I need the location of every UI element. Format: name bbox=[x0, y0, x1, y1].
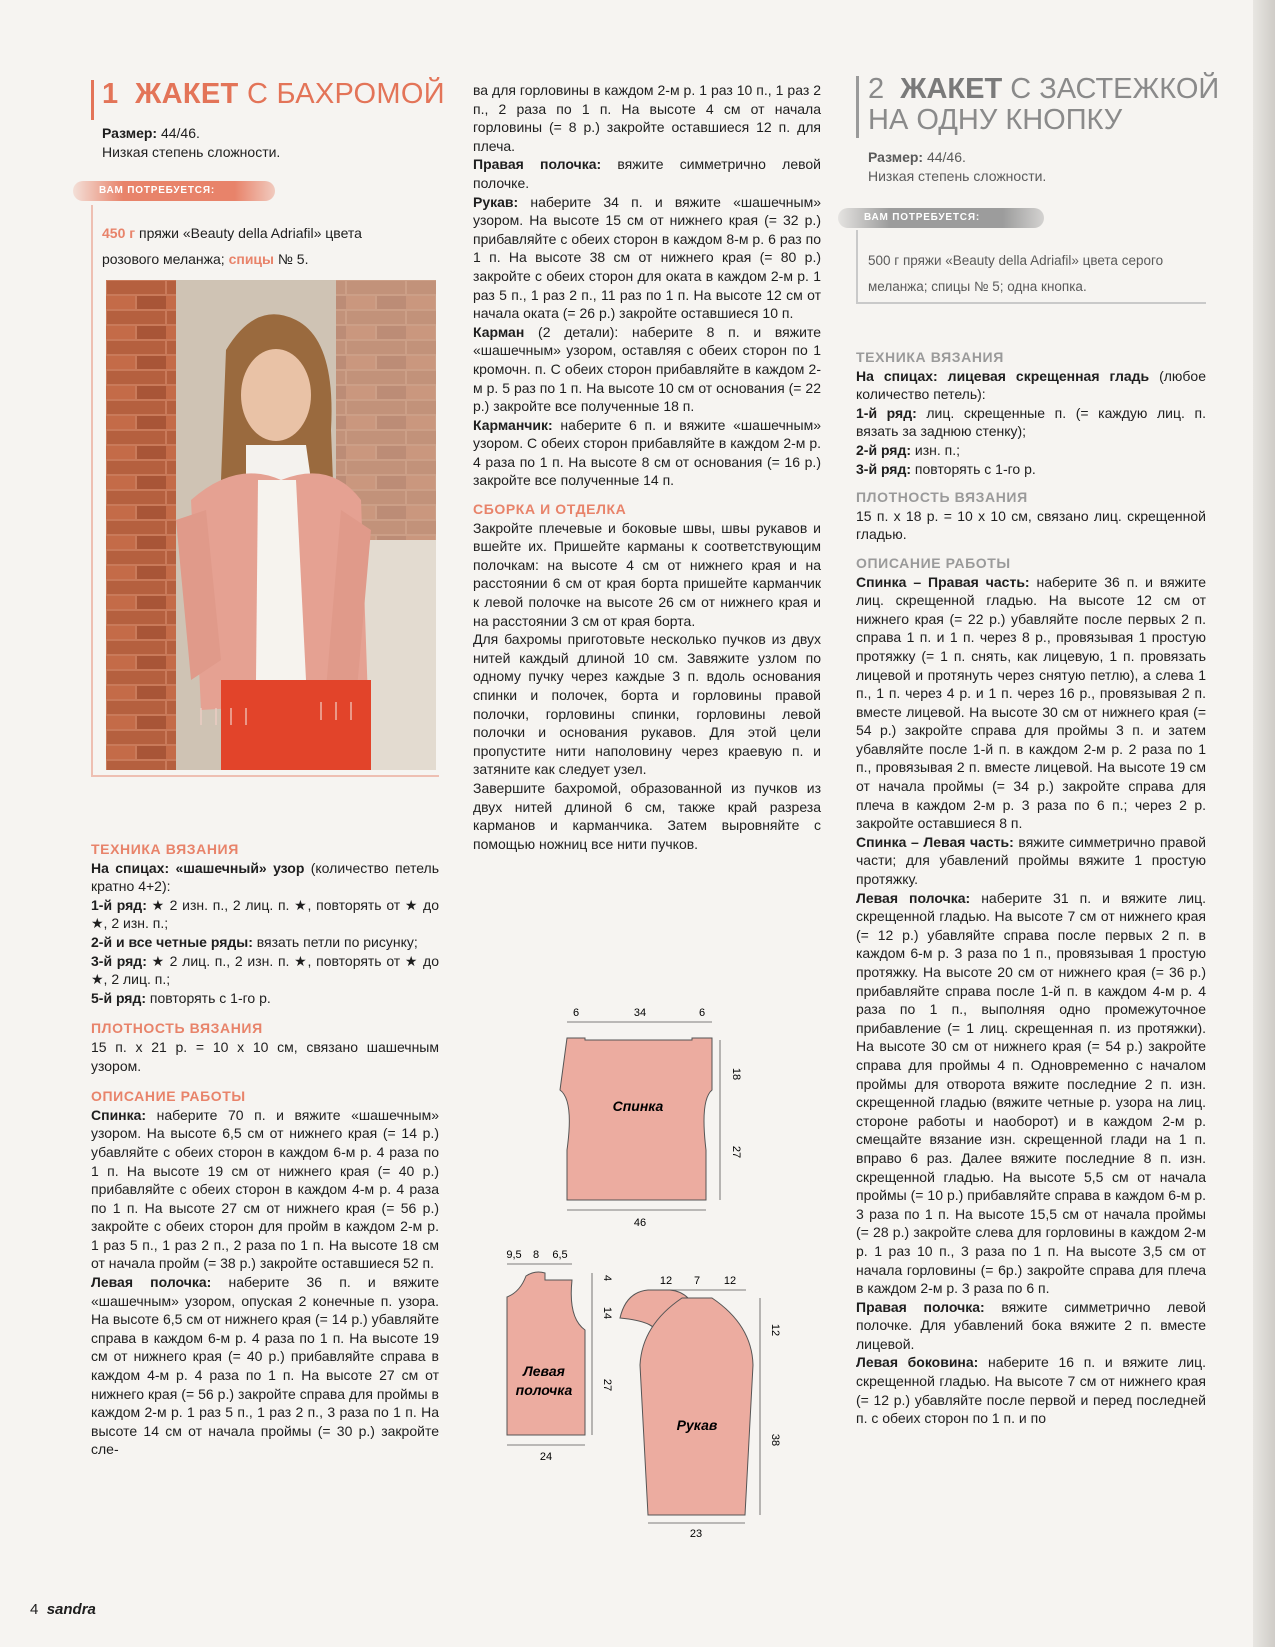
work-paragraph: Спинка – Правая часть: наберите 36 п. и вяжите лиц. скрещенной гладью. На высоте 12 см от нижнего края (= 22 р.) убавляйте после первых 2 п. справа 1 п. и 1 п. через 8 р., провязывая 1 простую протяжку (= 1 п. снять, как лицевую, 1 п. провязать лицевой и протянуть через снятую петлю), а слева 1 п., 1 п. через 4 р. и 1 п. через 16 р., провязывая 2 п. вместе лицевой. На высоте 30 см от нижнего края (= 54 р.) закройте справа для проймы 3 п. и затем убавляйте после 1-й п. в каждом 2-м р. 2 раза по 1 п., провязывая 2 п. вместе лицевой. На высоте 19 см от начала проймы (= 34 р.) закройте справа для плеча в каждом 2-м р. 3 раза по 6 п.; через 2 р. закройте оставшиеся 8 п. bbox=[856, 573, 1206, 832]
assembly-paragraph: Для бахромы приготовьте несколько пучков из двух нитей каждый длиной 10 см. Завяжите узлом по одному пучку через каждые 3 п. вдоль основания спинки и полочек, борта и горловины правой полочки, горловины спинки, горловины левой полочки и основания рукавов. Для этой цели пропустите нити наполовину через краевую п. и затяните как следует узел. bbox=[473, 631, 821, 778]
work-paragraph: Рукав: наберите 34 п. и вяжите «шашечным» узором. На высоте 15 см от нижнего края (= 32 р.) прибавляйте с обеих сторон в каждом 8-м р. 6 раз по 1 п. На высоте 38 см от нижнего края (= 80 р.) закройте с обеих сторон для оката в каждом 2-м р. 1 раз 5 п., 1 раз 2 п., 11 раз по 1 п. На высоте 12 см от начала оката (= 26 р.) закройте оставшиеся 10 п. bbox=[473, 193, 821, 322]
article1-needs: 450 г пряжи «Beauty della Adriafil» цвета розового меланжа; спицы № 5. bbox=[102, 225, 362, 267]
pattern-diagrams bbox=[490, 1000, 820, 1540]
article2-title: 2 ЖАКЕТ С ЗАСТЕЖКОЙ НА ОДНУ КНОПКУ bbox=[868, 73, 1220, 136]
back-dim-top-right: 6 bbox=[698, 1007, 706, 1019]
work-paragraph: ва для горловины в каждом 2-м р. 1 раз 10 п., 1 раз 2 п., 2 раза по 1 п. На высоте 4 см от начала горловины (= 8 р.) закройте оставшиеся 12 п. для плеча. bbox=[473, 82, 821, 154]
work-paragraph: Спинка: наберите 70 п. и вяжите «шашечным» узором. На высоте 6,5 см от нижнего края (= 14 р.) убавляйте с обеих сторон в каждом 6-м р. 4 раза по 1 п. На высоте 19 см от нижнего края (= 40 р.) прибавляйте с обеих сторон в каждом 4-м р. 4 раза по 1 п. На высоте 27 см от нижнего края (= 56 р.) закройте с обеих сторон для пройм в каждом 2-м р. 1 раз 5 п., 1 раз 2 п., 2 раза по 1 п. На высоте 18 см от начала пройм (= 38 р.) закройте оставшиеся 52 п. bbox=[91, 1106, 439, 1272]
technique-heading-2: ТЕХНИКА ВЯЗАНИЯ bbox=[856, 349, 1004, 365]
model-photo bbox=[106, 280, 436, 770]
sleeve-dim-right-a: 12 bbox=[769, 1323, 781, 1337]
magazine-name: sandra bbox=[46, 1601, 96, 1618]
back-dim-top-left: 6 bbox=[572, 1007, 580, 1019]
sleeve-dim-top-b: 7 bbox=[693, 1275, 701, 1287]
sleeve-label: Рукав bbox=[676, 1417, 718, 1433]
sleeve-dim-top-a: 12 bbox=[659, 1275, 673, 1287]
density-heading-2: ПЛОТНОСТЬ ВЯЗАНИЯ bbox=[856, 489, 1028, 506]
technique-heading: ТЕХНИКА ВЯЗАНИЯ bbox=[91, 841, 239, 857]
technique-line: 3-й ряд: ★ 2 лиц. п., 2 изн. п. ★, повторять от ★ до ★, 2 лиц. п.; bbox=[91, 952, 439, 988]
needs-badge-2: ВАМ ПОТРЕБУЕТСЯ: bbox=[838, 208, 1044, 228]
density-heading: ПЛОТНОСТЬ ВЯЗАНИЯ bbox=[91, 1020, 263, 1037]
front-pattern bbox=[506, 1249, 613, 1463]
work-paragraph: Карман (2 детали): наберите 8 п. и вяжите «шашечным» узором, оставляя с обеих сторон по 1 кромочн. п. С обеих сторон прибавляйте в каждом 2-м р. 5 раз по 1 п. На высоте 10 см от основания (= 22 р.) закройте все полученные 18 п. bbox=[473, 323, 821, 415]
article1-size: Размер: 44/46. Низкая степень сложности. bbox=[102, 125, 281, 160]
back-dim-right-bottom: 27 bbox=[730, 1145, 742, 1159]
page-edge-shadow bbox=[1253, 0, 1275, 1647]
front-dim-right-a: 4 bbox=[601, 1274, 613, 1282]
needs-accent-bar bbox=[91, 205, 93, 775]
work-paragraph: Правая полочка: вяжите симметрично левой полочке. bbox=[473, 156, 821, 191]
front-dim-top-b: 8 bbox=[532, 1249, 540, 1261]
needs-badge: ВАМ ПОТРЕБУЕТСЯ: bbox=[73, 181, 275, 201]
technique-line: 1-й ряд: ★ 2 изн. п., 2 лиц. п. ★, повторять от ★ до ★, 2 изн. п.; bbox=[91, 896, 439, 932]
sleeve-dim-bottom: 23 bbox=[689, 1528, 703, 1540]
front-label-2: полочка bbox=[515, 1382, 573, 1398]
title-accent-bar bbox=[91, 80, 94, 120]
back-dim-top-mid: 34 bbox=[633, 1007, 647, 1019]
density-text: 15 п. x 21 р. = 10 x 10 см, связано шашечным узором. bbox=[91, 1038, 439, 1074]
photo-bottom-rule bbox=[91, 775, 439, 777]
technique-line: На спицах: лицевая скрещенная гладь (любое количество петель): bbox=[856, 367, 1207, 403]
page-footer bbox=[30, 1601, 96, 1618]
sleeve-dim-right-b: 38 bbox=[769, 1433, 781, 1447]
sleeve-pattern bbox=[620, 1275, 781, 1540]
work-heading-2: ОПИСАНИЕ РАБОТЫ bbox=[856, 554, 1011, 571]
column-2 bbox=[473, 81, 821, 853]
work-paragraph: Спинка – Левая часть: вяжите симметрично правой части; для убавлений проймы вяжите 1 простую протяжку. bbox=[856, 833, 1206, 888]
column-3 bbox=[856, 348, 1206, 1428]
work-paragraph: Карманчик: наберите 6 п. и вяжите «шашечным» узором. С обеих сторон прибавляйте в каждом 2-м р. 4 раза по 1 п. На высоте 8 см от основания (= 16 р.) закройте все полученные 14 п. bbox=[473, 416, 821, 489]
front-dim-right-b: 14 bbox=[601, 1306, 613, 1320]
front-dim-right-c: 27 bbox=[601, 1378, 613, 1392]
needs2-accent-bar bbox=[856, 230, 858, 302]
page-number: 4 bbox=[30, 1601, 39, 1618]
article2-needs: 500 г пряжи «Beauty della Adriafil» цвета серого меланжа; спицы № 5; одна кнопка. bbox=[868, 253, 1164, 294]
technique-line: 1-й ряд: лиц. скрещенные п. (= каждую лиц. п. вязать за заднюю стенку); bbox=[856, 404, 1206, 440]
assembly-paragraph: Закройте плечевые и боковые швы, швы рукавов и вшейте их. Пришейте карманы к соответствующим полочкам: на высоте 4 см от нижнего края и на расстоянии 6 см от края борта пришейте карманчик к левой полочке на высоте 26 см от нижнего края и на расстоянии 3 см от края борта. bbox=[473, 519, 821, 629]
needs2-rule bbox=[856, 302, 1206, 304]
work-paragraph: Правая полочка: вяжите симметрично левой полочке. Для убавлений бока вяжите 2 п. вместе лицевой. bbox=[856, 1298, 1206, 1352]
article2-size: Размер: 44/46. Низкая степень сложности. bbox=[868, 149, 1047, 184]
technique-line: 5-й ряд: повторять с 1-го р. bbox=[91, 989, 271, 1006]
work-paragraph: Левая полочка: наберите 31 п. и вяжите лиц. скрещенной гладью. На высоте 7 см от нижнего края (= 12 р.) убавляйте справа после первых 2 п. в каждом 6-м р. 3 раза по 1 п., провязывая 1 простую протяжку. На высоте 20 см от нижнего края (= 36 р.) прибавляйте справа после 1-й п. в каждом 4-м р. 4 раза по 1 п., выполняя одно промежуточное прибавление (= 1 лиц. скрещенная п. из протяжки). На высоте 30 см от нижнего края (= 54 р.) закройте справа для проймы 4 п. Одновременно с началом проймы для отворота вяжите последние 2 п. изн. скрещенной гладью (вяжите четные р. узора на лиц. стороне работы и наоборот) и в каждом 2-м р. смещайте вязание изн. скрещенной глади на 1 п. вправо 6 раз. Далее вяжите последние 8 п. изн. скрещенной гладью. На высоте 5,5 см от начала проймы (= 10 р.) прибавляйте справа в каждом 6-м р. 3 раза по 1 п. На высоте 15,5 см от начала проймы (= 28 р.) закройте слева для горловины в каждом 2-м р. 1 раз 10 п., 3 раза по 1 п. На высоте 3,5 см от начала горловины (= 6р.) закройте справа для плеча в каждом 2-м р. 3 раза по 6 п. bbox=[856, 889, 1207, 1297]
work-heading: ОПИСАНИЕ РАБОТЫ bbox=[91, 1088, 246, 1105]
back-label: Спинка bbox=[612, 1098, 664, 1114]
front-dim-bottom: 24 bbox=[539, 1451, 553, 1463]
article1-title: 1 ЖАКЕТ С БАХРОМОЙ bbox=[102, 78, 445, 110]
front-dim-top-c: 6,5 bbox=[552, 1249, 568, 1261]
work-paragraph: Левая полочка: наберите 36 п. и вяжите «шашечным» узором, опуская 2 конечные п. узора. На высоте 6,5 см от нижнего края (= 14 р.) убавляйте справа в каждом 6-м р. 4 раза по 1 п. На высоте 19 см от нижнего края (= 40 р.) прибавляйте справа в каждом 4-м р. 4 раза по 1 п. На высоте 27 см от нижнего края (= 56 р.) закройте справа для проймы в каждом 2-м р. 1 раз 5 п., 1 раз 2 п., 3 раза по 1 п. На высоте 14 см от начала проймы (= 30 р.) закройте сле- bbox=[91, 1274, 439, 1458]
technique-line: 2-й ряд: изн. п.; bbox=[856, 441, 961, 458]
title2-accent-bar bbox=[856, 76, 859, 138]
front-dim-top-a: 9,5 bbox=[506, 1249, 522, 1261]
density-text-2: 15 п. x 18 р. = 10 x 10 см, связано лиц. скрещенной гладью. bbox=[856, 507, 1206, 543]
column-1 bbox=[91, 840, 439, 1459]
work-paragraph: Левая боковина: наберите 16 п. и вяжите лиц. скрещенной гладью. На высоте 7 см от нижнего края (= 12 р.) убавляйте после первой и перед последней п. с обеих сторон по 1 п. и по bbox=[856, 1354, 1206, 1427]
technique-line: 3-й ряд: повторять с 1-го р. bbox=[856, 460, 1036, 477]
technique-line: На спицах: «шашечный» узор (количество петель кратно 4+2): bbox=[91, 859, 439, 895]
back-dim-right-top: 18 bbox=[730, 1067, 742, 1081]
front-label-1: Левая bbox=[523, 1363, 565, 1379]
technique-line: 2-й и все четные ряды: вязать петли по рисунку; bbox=[91, 933, 418, 950]
back-dim-bottom: 46 bbox=[633, 1217, 647, 1229]
back-pattern bbox=[560, 1007, 742, 1229]
sleeve-dim-top-c: 12 bbox=[723, 1275, 737, 1287]
assembly-heading: СБОРКА И ОТДЕЛКА bbox=[473, 501, 627, 518]
assembly-paragraph: Завершите бахромой, образованной из пучков из двух нитей длиной 6 см, также край разреза карманов и карманчика. Затем выровняйте с помощью ножниц все нити пучков. bbox=[473, 779, 821, 852]
